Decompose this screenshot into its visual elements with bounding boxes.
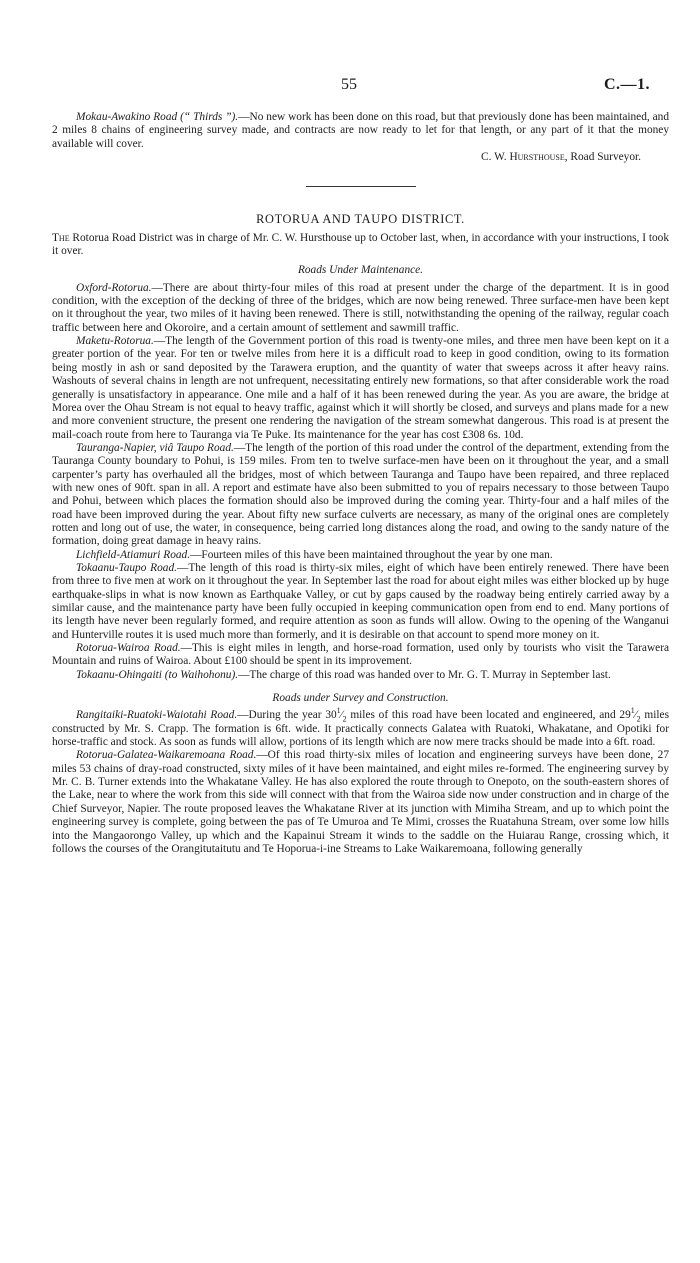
page-header: [0, 78, 700, 98]
signature-name: Hursthouse: [509, 151, 565, 164]
district-intro-text: Rotorua Road District was in charge of Mr. C. W. Hursthouse up to October last, when, in accordance with your instructions, I took it over.: [52, 231, 669, 258]
road-paragraph: [52, 335, 669, 442]
road-paragraph: [52, 282, 669, 335]
intro-paragraph: [52, 111, 669, 151]
paragraph-text: —During the year: [237, 709, 326, 722]
paragraph-text: miles constructed by Mr. S. Crapp. The formation is 6ft. wide. It practically connects Galatea with Ruatoki, Whakatane, and Opotiki for horse-traffic and stock. As soon as funds will allow, portions of its length which are now mere tracks should be made into a 6ft. road.: [52, 709, 669, 749]
road-paragraph: [52, 669, 669, 682]
district-intro: [52, 232, 669, 259]
paragraph-text: —The length of the Government portion of this road is twenty-one miles, and three men have been kept on it a greater portion of the year. For ten or twelve miles from here it is a difficult road to keep in good condition, owing to its formation being mostly in ash or sand deposited by the Tarawera eruption, and the quantity of water that sweeps across it after heavy rains. Washouts of several chains in length are not unfrequent, necessitating entirely new formations, so that after considerable work the road generally is unsatisfactory in appearance. One mile and a half of it has been renewed during the year. As you are aware, the bridge at Morea over the Ohau Stream is not equal to heavy traffic, against which it will shortly be closed, and surveys and plans made for a new and more convenient structure, the present one rendering the navigation of the stream somewhat dangerous. This road is at present the mail-coach route from here to Tauranga via Te Puke. Its maintenance for the year has cost £308 6s. 10d.: [52, 335, 669, 441]
signature-initials: C. W.: [481, 151, 507, 164]
district-intro-first-word: The: [52, 231, 70, 244]
section-divider: [306, 186, 416, 187]
paragraph-text: —The charge of this road was handed over to Mr. G. T. Murray in September last.: [238, 668, 611, 681]
road-name: Rotorua-Wairoa Road.: [76, 642, 181, 655]
fraction-miles-located: $30^1⁄_2$: [325, 706, 347, 724]
signature: [52, 151, 669, 164]
road-paragraph: [52, 549, 669, 562]
road-name: Rotorua-Galatea-Waikaremoana Road.: [76, 749, 257, 762]
paragraph-text: —No new work has been done on this road, but that previously done has been maintained, and 2 miles 8 chains of engineering survey made, and contracts are now ready to let for that length, or any part of it that the money available will cover.: [52, 111, 670, 150]
district-title: ROTORUA AND TAUPO DISTRICT.: [256, 212, 465, 227]
construction-heading: Roads under Survey and Construction.: [272, 692, 449, 705]
road-paragraph: [52, 442, 669, 549]
road-name: Tokaanu-Ohingaiti (to Waihohonu).: [76, 668, 239, 681]
paragraph-text: —The length of this road is thirty-six miles, eight of which have been entirely renewed. There have been from three to five men at work on it throughout the year. In September last the road for about eight miles was either blocked up by huge earthquake-slips in what is now known as Earthquake Valley, or cut by gaps caused by the roadway being entirely carried away by a similar cause, and the maintenance party have been fully occupied in keeping communication open from end to end. Many portions of its length have never been regularly formed, and require attention as soon as funds will allow. Owing to the opening of the Wanganui and Hunterville routes it is used much more than formerly, and it is desirable on that account to spend more money on it.: [52, 561, 669, 641]
paragraph-text: —The length of the portion of this road under the control of the department, extending from the Tauranga County boundary to Pohui, is 159 miles. From ten to twelve surface-men have been on it throughout the year, and a small carpenter’s party has overhauled all the bridges, most of which between Tauranga and Taupo have been repaired, and three replaced with new ones of 90ft. span in all. A report and estimate have also been submitted to you of repairs necessary to those between Taupo and Pohui, between which places the formation should also be improved during the coming year. Thirty-four and a half miles of the road have been improved during the year. About fifty new surface culverts are necessary, as many of the original ones are completely rotten and long out of use, the water, in consequence, being carried long distances along the road, and owing to the sandy nature of the formation, doing great damage in heavy rains.: [52, 441, 669, 548]
road-name: Mokau-Awakino Road (“ Thirds ”).: [76, 111, 239, 123]
paragraph-text: —Fourteen miles of this have been maintained throughout the year by one man.: [190, 548, 553, 561]
road-paragraph: [52, 706, 669, 749]
signature-title: , Road Surveyor.: [564, 151, 641, 164]
road-paragraph: [52, 749, 669, 856]
road-name: Oxford-Rotorua.: [76, 281, 152, 294]
paragraph-text: —Of this road thirty-six miles of location and engineering surveys have been done, 27 miles 53 chains of dray-road constructed, sixty miles of it have been maintained, and eight miles re-formed. The engineering survey by Mr. C. B. Turner extends into the Whakatane Valley. He has also explored the route through to Onepoto, on the south-eastern shores of the Lake, near to where the work from this side will connect with that from the Wairoa side now under construction and in charge of the Chief Surveyor, Napier. The route proposed leaves the Whakatane River at its junction with Mimiha Stream, and up to which point the engineering survey is complete, going between the pas of Te Umuroa and Te Mimi, crosses the Ruatahuna Stream, over some low hills into the Mangaorongo Valley, up which and the Kapainui Stream it winds to the saddle on the Huiarau Range, crossing which, it follows the courses of the Orangitutaitutu and Te Hoporua-i-ine Streams to Lake Waikaremoana, following generally: [52, 749, 670, 855]
road-name: Lichfield-Atiamuri Road.: [76, 548, 191, 561]
paragraph-text: miles of this road have been located and engineered, and: [346, 709, 620, 722]
fraction-miles-constructed: $29^1⁄_2$: [619, 706, 641, 724]
road-name: Tokaanu-Taupo Road.: [76, 561, 177, 574]
road-paragraph: [52, 562, 669, 642]
road-paragraph: [52, 642, 669, 669]
road-name: Maketu-Rotorua.: [76, 335, 154, 348]
paragraph-text: —There are about thirty-four miles of this road at present under the charge of the department. It is in good condition, with the exception of the decking of three of the bridges, which are now being renewed. Three surface-men have been kept on it throughout the year, two miles of it having been renewed. There is still, notwithstanding the opening of the railway, regular coach traffic between here and Okoroire, and a certain amount of settlement and sawmill traffic.: [52, 281, 669, 334]
page-number: 55: [341, 76, 357, 93]
document-reference: C.—1.: [603, 76, 650, 93]
road-name: Rangitaiki-Ruatoki-Waiotahi Road.: [76, 709, 238, 722]
road-name: Tauranga-Napier, viâ Taupo Road.: [76, 441, 234, 454]
page-body: [52, 111, 669, 856]
paragraph-text: —This is eight miles in length, and horse-road formation, used only by tourists who visit the Tarawera Mountain and ruins of Wairoa. About £100 should be spent in its improvement.: [52, 642, 670, 668]
maintenance-heading: Roads Under Maintenance.: [297, 264, 424, 277]
